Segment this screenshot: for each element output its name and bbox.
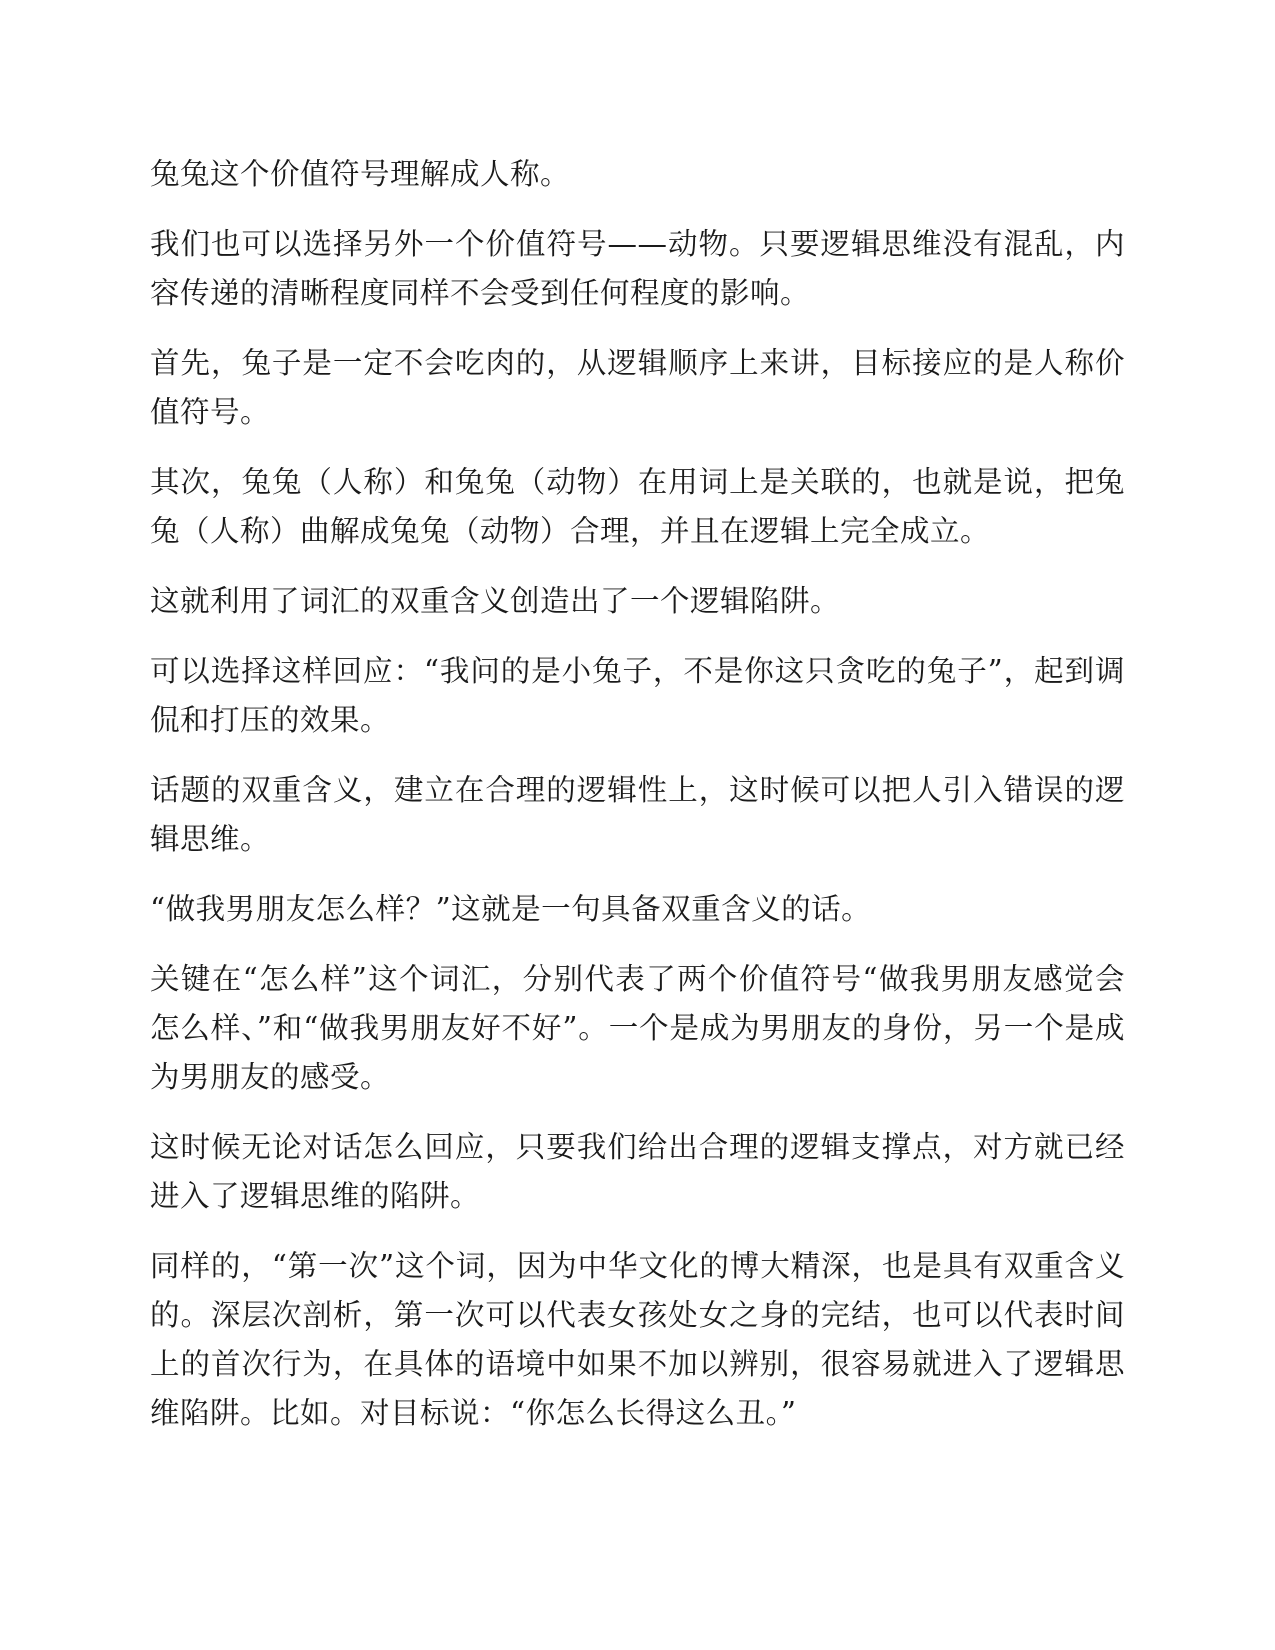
paragraph-9: 关键在“怎么样”这个词汇，分别代表了两个价值符号“做我男朋友感觉会怎么样、”和“做我男朋友好不好”。一个是成为男朋友的身份，另一个是成为男朋友的感受。 xyxy=(150,962,1125,1094)
paragraph-2: 我们也可以选择另外一个价值符号——动物。只要逻辑思维没有混乱，内容传递的清晰程度同样不会受到任何程度的影响。 xyxy=(150,227,1125,310)
paragraph-7: 话题的双重含义，建立在合理的逻辑性上，这时候可以把人引入错误的逻辑思维。 xyxy=(150,773,1125,856)
paragraph-4: 其次，兔兔（人称）和兔兔（动物）在用词上是关联的，也就是说，把兔兔（人称）曲解成兔兔（动物）合理，并且在逻辑上完全成立。 xyxy=(150,465,1125,548)
paragraph-5: 这就利用了词汇的双重含义创造出了一个逻辑陷阱。 xyxy=(150,584,841,618)
paragraph-1: 兔兔这个价值符号理解成人称。 xyxy=(150,157,571,191)
paragraph-8: “做我男朋友怎么样？”这就是一句具备双重含义的话。 xyxy=(150,892,872,926)
paragraph-10: 这时候无论对话怎么回应，只要我们给出合理的逻辑支撑点，对方就已经进入了逻辑思维的陷阱。 xyxy=(150,1130,1125,1213)
paragraph-11: 同样的，“第一次”这个词，因为中华文化的博大精深，也是具有双重含义的。深层次剖析，第一次可以代表女孩处女之身的完结，也可以代表时间上的首次行为，在具体的语境中如果不加以辨别，很容易就进入了逻辑思维陷阱。比如。对目标说：“你怎么长得这么丑。” xyxy=(150,1249,1125,1430)
paragraph-3: 首先，兔子是一定不会吃肉的，从逻辑顺序上来讲，目标接应的是人称价值符号。 xyxy=(150,346,1125,429)
paragraph-6: 可以选择这样回应：“我问的是小兔子，不是你这只贪吃的兔子”，起到调侃和打压的效果。 xyxy=(150,654,1125,737)
document-body xyxy=(150,150,1125,1459)
